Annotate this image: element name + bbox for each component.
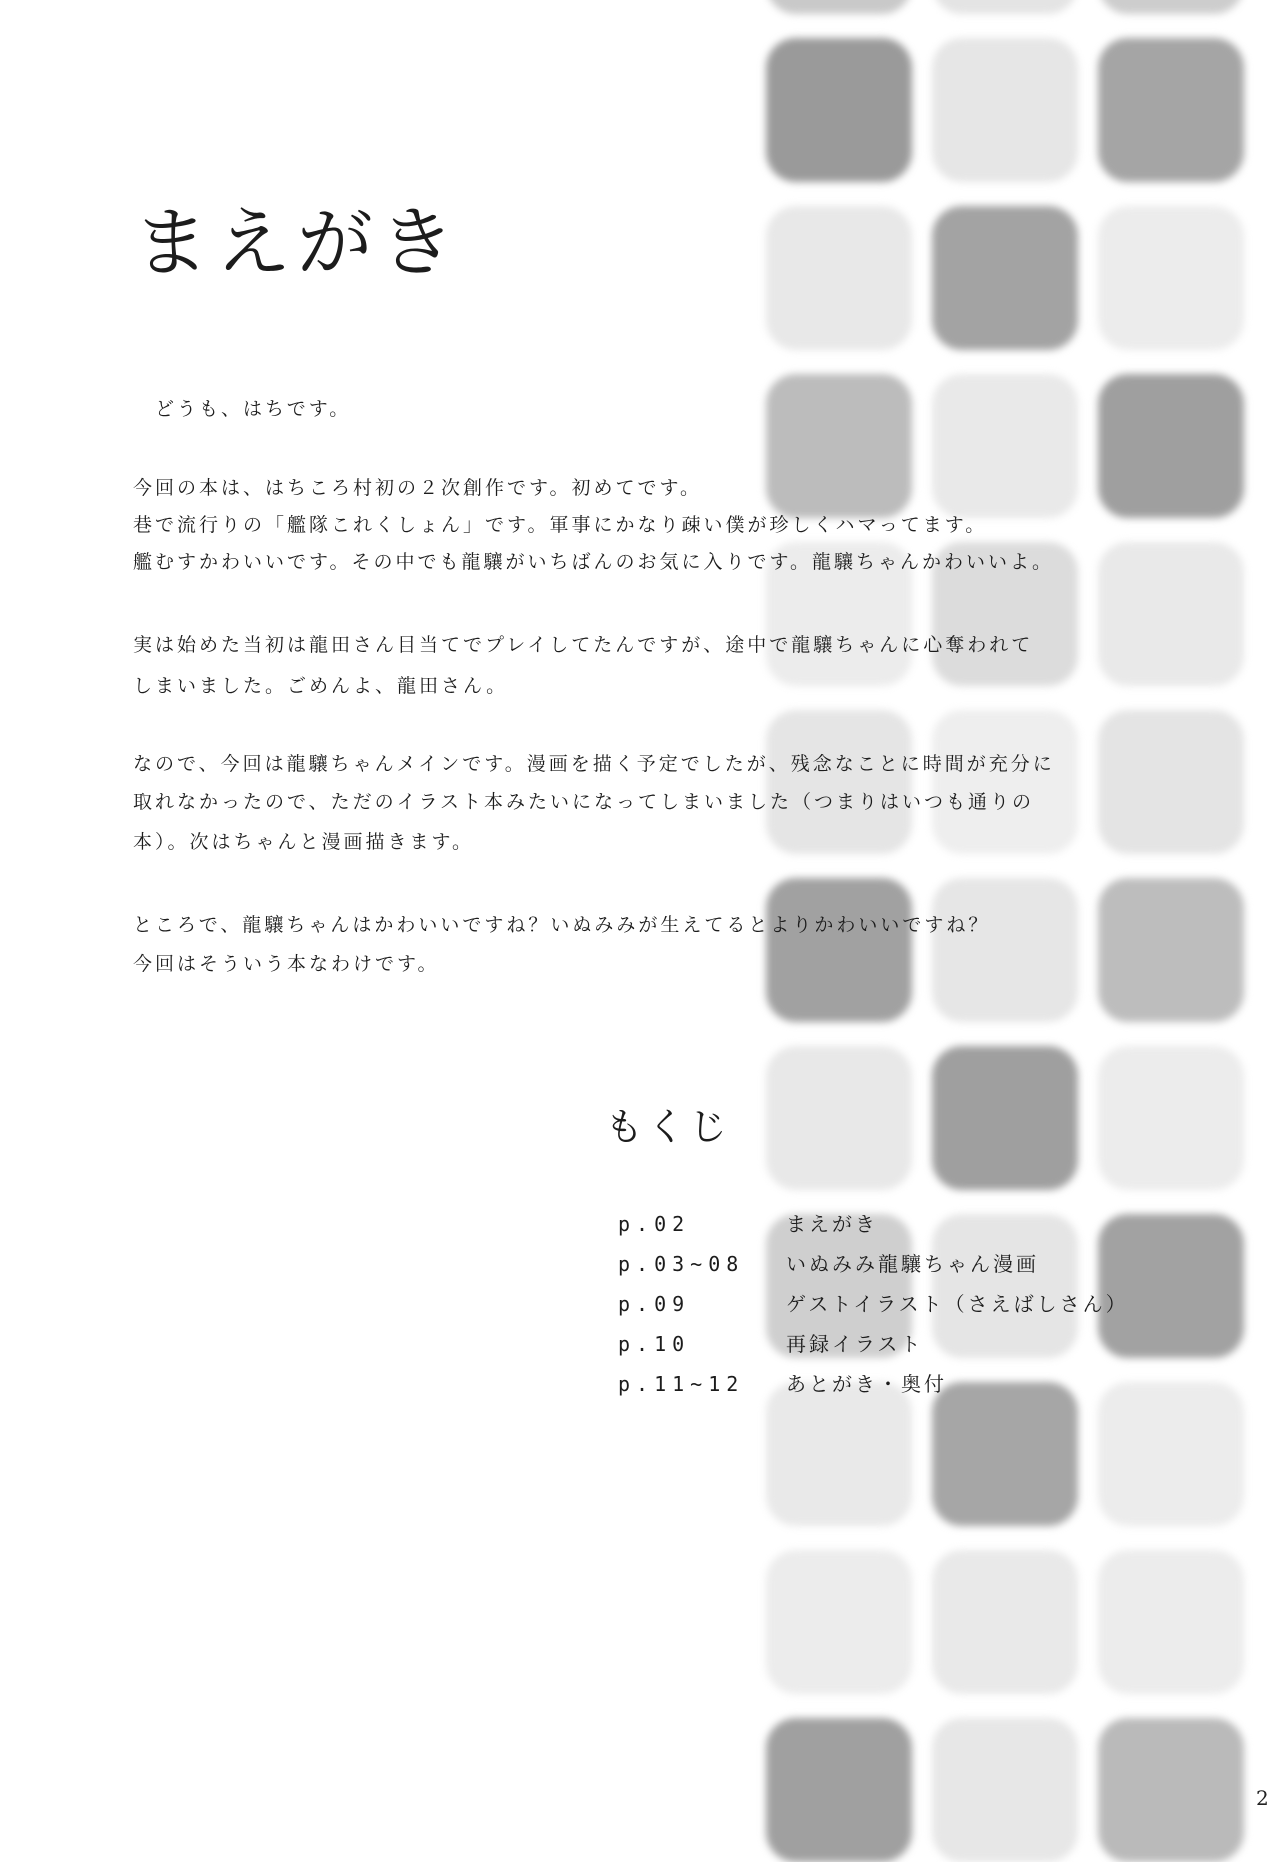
background-tile	[766, 38, 912, 182]
background-tile	[932, 878, 1078, 1022]
background-tile	[1098, 38, 1244, 182]
toc-entry-label: いぬみみ龍驤ちゃん漫画	[786, 1252, 1039, 1276]
background-tile	[1098, 374, 1244, 518]
body-line: 今回はそういう本なわけです。	[133, 953, 440, 975]
background-tile	[1098, 710, 1244, 854]
background-tile	[766, 0, 912, 14]
background-tile	[932, 38, 1078, 182]
toc-page-number: p.03~08	[618, 1252, 745, 1276]
toc-title: もくじ	[605, 1105, 732, 1149]
page-number: 2	[1256, 1786, 1269, 1810]
background-tile	[1098, 878, 1244, 1022]
background-tile	[932, 1382, 1078, 1526]
background-tile	[1098, 1718, 1244, 1862]
background-tile	[766, 374, 912, 518]
toc-entry-label: まえがき	[786, 1212, 878, 1236]
background-tile	[1098, 1214, 1244, 1358]
body-line: 取れなかったので、ただのイラスト本みたいになってしまいました（つまりはいつも通りの	[133, 791, 1035, 813]
background-tile	[766, 1550, 912, 1694]
body-line: 今回の本は、はちころ村初の２次創作です。初めてです。	[133, 477, 702, 499]
background-tile	[766, 206, 912, 350]
toc-entry-label: 再録イラスト	[786, 1332, 924, 1356]
background-tile	[766, 878, 912, 1022]
background-tile	[932, 1046, 1078, 1190]
background-tile	[932, 1718, 1078, 1862]
background-tile	[766, 1382, 912, 1526]
background-tile	[932, 206, 1078, 350]
body-line: ところで、龍驤ちゃんはかわいいですね？いぬみみが生えてるとよりかわいいですね？	[133, 914, 991, 936]
body-line: 本）。次はちゃんと漫画描きます。	[133, 831, 474, 853]
background-tile	[1098, 206, 1244, 350]
background-tile	[1098, 0, 1244, 14]
background-tile	[932, 1550, 1078, 1694]
page-title: まえがき	[133, 198, 461, 287]
toc-page-number: p.10	[618, 1332, 691, 1356]
background-tile	[1098, 1046, 1244, 1190]
body-line: どうも、はちです。	[133, 398, 352, 420]
body-line: なので、今回は龍驤ちゃんメインです。漫画を描く予定でしたが、残念なことに時間が充分に	[133, 753, 1055, 775]
background-tile	[932, 374, 1078, 518]
background-tile	[932, 1214, 1078, 1358]
background-tile	[1098, 1550, 1244, 1694]
body-line: 実は始めた当初は龍田さん目当てでプレイしてたんですが、途中で龍驤ちゃんに心奪われて	[133, 634, 1034, 656]
background-tile	[932, 0, 1078, 14]
background-tile	[766, 1718, 912, 1862]
toc-entry-label: あとがき・奥付	[786, 1372, 947, 1396]
toc-page-number: p.11~12	[618, 1372, 745, 1396]
background-tile	[1098, 542, 1244, 686]
background-tile	[766, 1046, 912, 1190]
body-line: しまいました。ごめんよ、龍田さん。	[133, 675, 509, 697]
toc-page-number: p.02	[618, 1212, 691, 1236]
toc-page-number: p.09	[618, 1292, 691, 1316]
background-tile	[932, 710, 1078, 854]
background-tile	[766, 710, 912, 854]
body-line: 艦むすかわいいです。その中でも龍驤がいちばんのお気に入りです。龍驤ちゃんかわいいよ。	[133, 551, 1054, 573]
body-line: 巷で流行りの「艦隊これくしょん」です。軍事にかなり疎い僕が珍しくハマってます。	[133, 514, 988, 536]
background-tile	[1098, 1382, 1244, 1526]
toc-entry-label: ゲストイラスト（さえばしさん）	[786, 1292, 1129, 1316]
